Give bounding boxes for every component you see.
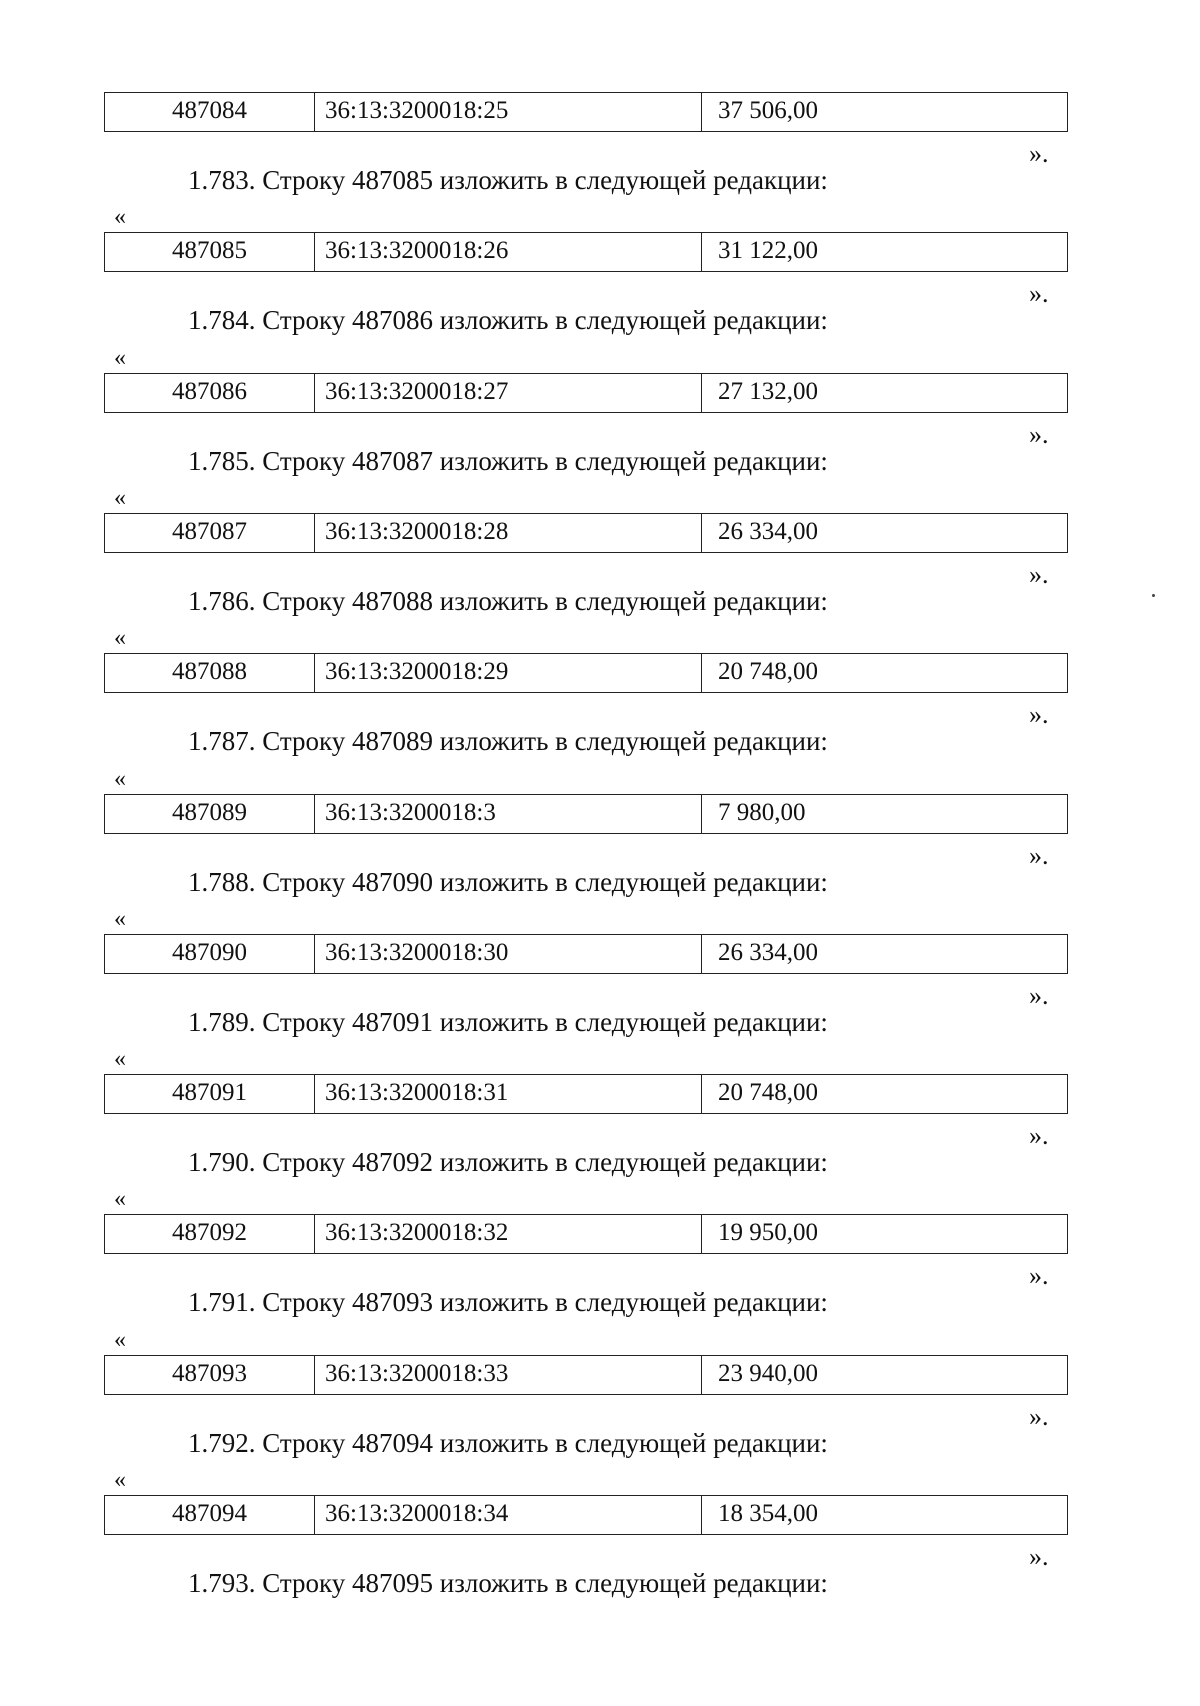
- table-row: [104, 653, 1068, 693]
- cadastral-number-cell: 36:13:3200018:30: [315, 935, 702, 973]
- open-quote: «: [114, 1327, 126, 1353]
- value-cell: 31 122,00: [718, 237, 818, 264]
- value-cell: 18 354,00: [718, 1500, 818, 1527]
- value-cell: 37 506,00: [718, 97, 818, 124]
- close-quote: ».: [1029, 1261, 1049, 1290]
- row-number-cell: 487090: [105, 935, 315, 973]
- table-row: [104, 232, 1068, 272]
- close-quote: ».: [1029, 1402, 1049, 1431]
- row-number-cell: 487087: [105, 514, 315, 552]
- value-cell: 27 132,00: [718, 378, 818, 405]
- close-quote: ».: [1029, 420, 1049, 449]
- open-quote: «: [114, 625, 126, 651]
- table-row: [104, 513, 1068, 553]
- table-row: [104, 1074, 1068, 1114]
- open-quote: «: [114, 1467, 126, 1493]
- value-cell: 26 334,00: [718, 939, 818, 966]
- row-number-cell: 487093: [105, 1356, 315, 1394]
- row-number-cell: 487089: [105, 795, 315, 833]
- table-row: [104, 92, 1068, 132]
- value-cell: 26 334,00: [718, 518, 818, 545]
- table-row: [104, 1495, 1068, 1535]
- open-quote: «: [114, 1046, 126, 1072]
- amendment-instruction: 1.789. Строку 487091 изложить в следующей редакции:: [188, 1007, 828, 1037]
- amendment-instruction: 1.790. Строку 487092 изложить в следующей редакции:: [188, 1147, 828, 1177]
- table-row: [104, 373, 1068, 413]
- close-quote: ».: [1029, 981, 1049, 1010]
- close-quote: ».: [1029, 1121, 1049, 1150]
- value-cell: 23 940,00: [718, 1360, 818, 1387]
- row-number-cell: 487086: [105, 374, 315, 412]
- table-row: [104, 1355, 1068, 1395]
- amendment-instruction: 1.793. Строку 487095 изложить в следующей редакции:: [188, 1568, 828, 1598]
- table-row: [104, 794, 1068, 834]
- open-quote: «: [114, 345, 126, 371]
- row-number-cell: 487084: [105, 93, 315, 131]
- amendment-instruction: 1.786. Строку 487088 изложить в следующей редакции:: [188, 586, 828, 616]
- cadastral-number-cell: 36:13:3200018:25: [315, 93, 702, 131]
- cadastral-number-cell: 36:13:3200018:33: [315, 1356, 702, 1394]
- open-quote: «: [114, 1186, 126, 1212]
- close-quote: ».: [1029, 841, 1049, 870]
- amendment-instruction: 1.792. Строку 487094 изложить в следующей редакции:: [188, 1428, 828, 1458]
- open-quote: «: [114, 485, 126, 511]
- value-cell: 19 950,00: [718, 1219, 818, 1246]
- cadastral-number-cell: 36:13:3200018:28: [315, 514, 702, 552]
- open-quote: «: [114, 204, 126, 230]
- value-cell: 20 748,00: [718, 1079, 818, 1106]
- amendment-instruction: 1.784. Строку 487086 изложить в следующей редакции:: [188, 305, 828, 335]
- table-row: [104, 934, 1068, 974]
- amendment-instruction: 1.791. Строку 487093 изложить в следующей редакции:: [188, 1287, 828, 1317]
- close-quote: ».: [1029, 139, 1049, 168]
- table-row: [104, 1214, 1068, 1254]
- cadastral-number-cell: 36:13:3200018:29: [315, 654, 702, 692]
- scan-speck: [1152, 594, 1155, 597]
- value-cell: 20 748,00: [718, 658, 818, 685]
- close-quote: ».: [1029, 700, 1049, 729]
- close-quote: ».: [1029, 279, 1049, 308]
- row-number-cell: 487091: [105, 1075, 315, 1113]
- amendment-instruction: 1.783. Строку 487085 изложить в следующей редакции:: [188, 165, 828, 195]
- close-quote: ».: [1029, 560, 1049, 589]
- cadastral-number-cell: 36:13:3200018:31: [315, 1075, 702, 1113]
- cadastral-number-cell: 36:13:3200018:34: [315, 1496, 702, 1534]
- value-cell: 7 980,00: [718, 799, 806, 826]
- close-quote: ».: [1029, 1542, 1049, 1571]
- amendment-instruction: 1.785. Строку 487087 изложить в следующей редакции:: [188, 446, 828, 476]
- cadastral-number-cell: 36:13:3200018:3: [315, 795, 702, 833]
- amendment-instruction: 1.787. Строку 487089 изложить в следующей редакции:: [188, 726, 828, 756]
- open-quote: «: [114, 906, 126, 932]
- row-number-cell: 487094: [105, 1496, 315, 1534]
- row-number-cell: 487088: [105, 654, 315, 692]
- amendment-instruction: 1.788. Строку 487090 изложить в следующей редакции:: [188, 867, 828, 897]
- cadastral-number-cell: 36:13:3200018:32: [315, 1215, 702, 1253]
- row-number-cell: 487092: [105, 1215, 315, 1253]
- cadastral-number-cell: 36:13:3200018:26: [315, 233, 702, 271]
- open-quote: «: [114, 766, 126, 792]
- row-number-cell: 487085: [105, 233, 315, 271]
- cadastral-number-cell: 36:13:3200018:27: [315, 374, 702, 412]
